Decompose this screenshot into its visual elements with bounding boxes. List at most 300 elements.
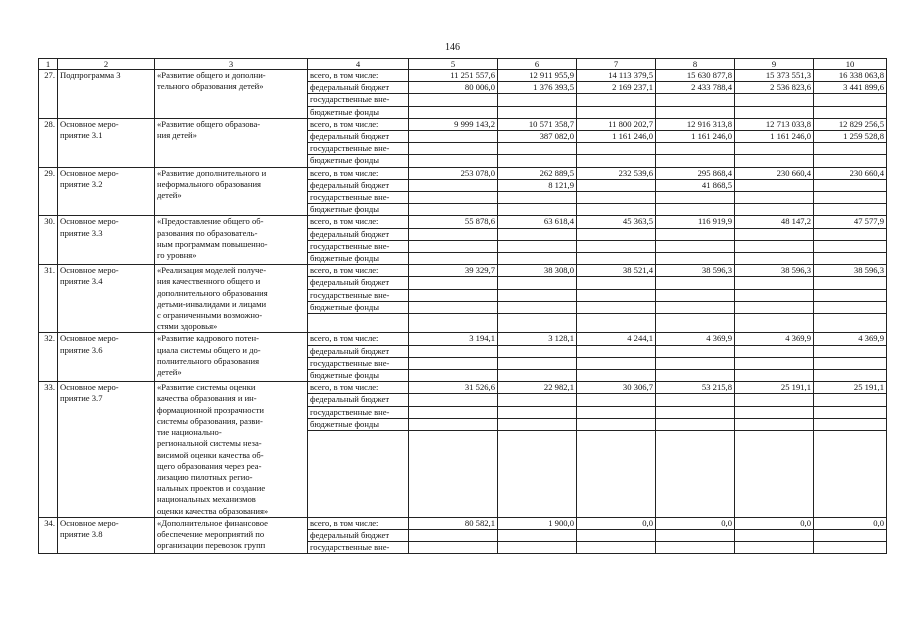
header-cell: 6 (498, 59, 577, 70)
amount-cell: 0,0 (577, 517, 656, 529)
amount-cell (577, 240, 656, 252)
funding-source-cell: всего, в том числе: (308, 265, 409, 277)
program-line: приятие 3.7 (60, 393, 103, 404)
amount-cell: 15 630 877,8 (656, 70, 735, 82)
row-number-cell: 30. (39, 216, 58, 265)
measure-name-line: дополнительного образования (157, 287, 268, 298)
measure-name-line: «Предоставление общего об- (157, 216, 264, 227)
program-cell (58, 216, 155, 265)
amount-cell (409, 529, 498, 541)
amount-cell (814, 301, 887, 313)
budget-table (38, 58, 887, 554)
program-line: Основное меро- (60, 265, 119, 276)
amount-cell: 41 868,5 (656, 179, 735, 191)
measure-name-line: обеспечение мероприятий по (157, 528, 265, 539)
amount-cell: 11 800 202,7 (577, 118, 656, 130)
measure-name-line: лизацию пилотных регио- (157, 471, 253, 482)
measure-name-line: «Развитие системы оценки (157, 382, 256, 393)
row-number-cell: 32. (39, 333, 58, 382)
amount-cell (409, 394, 498, 406)
measure-name-cell (155, 517, 308, 554)
amount-cell (409, 301, 498, 313)
amount-cell (814, 228, 887, 240)
amount-cell: 38 521,4 (577, 265, 656, 277)
amount-cell: 1 376 393,5 (498, 82, 577, 94)
amount-cell: 11 251 557,6 (409, 70, 498, 82)
measure-name-line: щего образования через реа- (157, 460, 262, 471)
header-cell: 8 (656, 59, 735, 70)
amount-cell (656, 253, 735, 265)
amount-cell (498, 240, 577, 252)
measure-name-line: висимой оценки качества об- (157, 449, 264, 460)
funding-source-cell: бюджетные фонды (308, 418, 409, 430)
funding-source-cell: всего, в том числе: (308, 216, 409, 228)
amount-cell (656, 314, 735, 333)
amount-cell: 3 194,1 (409, 333, 498, 345)
amount-cell (656, 370, 735, 382)
measure-name-line: разования по образователь- (157, 227, 258, 238)
amount-cell (814, 106, 887, 118)
amount-cell (814, 314, 887, 333)
amount-cell: 39 329,7 (409, 265, 498, 277)
amount-cell: 116 919,9 (656, 216, 735, 228)
program-cell (58, 70, 155, 119)
program-cell (58, 382, 155, 517)
amount-cell (814, 289, 887, 301)
program-line: приятие 3.6 (60, 344, 103, 355)
measure-name-line: детьми-инвалидами и лицами (157, 298, 267, 309)
measure-name-line: стями здоровья» (157, 321, 218, 332)
amount-cell (577, 143, 656, 155)
funding-source-cell: федеральный бюджет (308, 277, 409, 289)
amount-cell: 232 539,6 (577, 167, 656, 179)
amount-cell (409, 314, 498, 333)
measure-name-line: национальных механизмов (157, 494, 256, 505)
header-cell: 7 (577, 59, 656, 70)
amount-cell: 4 244,1 (577, 333, 656, 345)
amount-cell (409, 94, 498, 106)
program-line: Основное меро- (60, 167, 119, 178)
program-line: Основное меро- (60, 216, 119, 227)
amount-cell (735, 394, 814, 406)
funding-source-cell: государственные вне- (308, 406, 409, 418)
measure-name-line: «Развитие кадрового потен- (157, 333, 259, 344)
amount-cell (577, 431, 656, 518)
amount-cell: 55 878,6 (409, 216, 498, 228)
funding-source-cell: государственные вне- (308, 542, 409, 554)
amount-cell (656, 542, 735, 554)
measure-name-cell (155, 167, 308, 216)
amount-cell: 38 596,3 (656, 265, 735, 277)
measure-name-line: качества образования и ин- (157, 393, 257, 404)
amount-cell: 262 889,5 (498, 167, 577, 179)
amount-cell (409, 253, 498, 265)
measure-name-line: ным программам повышенно- (157, 238, 268, 249)
amount-cell (814, 253, 887, 265)
amount-cell (409, 418, 498, 430)
amount-cell (409, 192, 498, 204)
amount-cell: 38 308,0 (498, 265, 577, 277)
header-cell: 9 (735, 59, 814, 70)
amount-cell (409, 155, 498, 167)
amount-cell (735, 529, 814, 541)
funding-source-cell: государственные вне- (308, 192, 409, 204)
amount-cell: 80 006,0 (409, 82, 498, 94)
amount-cell (409, 143, 498, 155)
amount-cell: 47 577,9 (814, 216, 887, 228)
amount-cell (498, 155, 577, 167)
amount-cell (498, 431, 577, 518)
amount-cell: 1 259 528,8 (814, 131, 887, 143)
amount-cell (814, 406, 887, 418)
amount-cell (498, 370, 577, 382)
funding-source-cell: всего, в том числе: (308, 333, 409, 345)
amount-cell (735, 370, 814, 382)
amount-cell: 63 618,4 (498, 216, 577, 228)
amount-cell (498, 406, 577, 418)
funding-source-cell: всего, в том числе: (308, 118, 409, 130)
amount-cell (498, 106, 577, 118)
amount-cell (814, 204, 887, 216)
header-cell: 3 (155, 59, 308, 70)
measure-name-cell (155, 70, 308, 119)
amount-cell: 15 373 551,3 (735, 70, 814, 82)
amount-cell (498, 529, 577, 541)
amount-cell (735, 204, 814, 216)
program-line: Основное меро- (60, 517, 119, 528)
measure-name-line: «Дополнительное финансовое (157, 517, 268, 528)
amount-cell (735, 240, 814, 252)
amount-cell (814, 394, 887, 406)
measure-name-cell (155, 265, 308, 333)
funding-source-cell: федеральный бюджет (308, 345, 409, 357)
header-cell: 2 (58, 59, 155, 70)
page-number: 146 (445, 42, 460, 53)
amount-cell (656, 94, 735, 106)
funding-source-cell: государственные вне- (308, 143, 409, 155)
amount-cell (735, 357, 814, 369)
amount-cell (577, 406, 656, 418)
amount-cell (656, 143, 735, 155)
measure-name-line: полнительного образования (157, 355, 260, 366)
amount-cell: 48 147,2 (735, 216, 814, 228)
program-cell (58, 333, 155, 382)
amount-cell (735, 179, 814, 191)
amount-cell (814, 240, 887, 252)
measure-name-cell (155, 333, 308, 382)
program-line: Основное меро- (60, 118, 119, 129)
amount-cell (498, 314, 577, 333)
program-line: приятие 3.4 (60, 276, 103, 287)
amount-cell (409, 406, 498, 418)
funding-source-cell: федеральный бюджет (308, 82, 409, 94)
amount-cell (409, 131, 498, 143)
amount-cell: 1 161 246,0 (735, 131, 814, 143)
amount-cell (577, 370, 656, 382)
amount-cell (577, 314, 656, 333)
amount-cell (735, 253, 814, 265)
amount-cell (735, 143, 814, 155)
table-row (39, 70, 887, 82)
amount-cell (814, 345, 887, 357)
amount-cell: 4 369,9 (735, 333, 814, 345)
amount-cell (656, 431, 735, 518)
amount-cell: 0,0 (735, 517, 814, 529)
amount-cell: 30 306,7 (577, 382, 656, 394)
amount-cell: 12 911 955,9 (498, 70, 577, 82)
funding-source-cell: бюджетные фонды (308, 204, 409, 216)
amount-cell: 45 363,5 (577, 216, 656, 228)
funding-source-cell: всего, в том числе: (308, 382, 409, 394)
funding-source-cell: бюджетные фонды (308, 370, 409, 382)
amount-cell (498, 143, 577, 155)
amount-cell: 230 660,4 (735, 167, 814, 179)
amount-cell (656, 155, 735, 167)
amount-cell (577, 253, 656, 265)
row-number-cell: 29. (39, 167, 58, 216)
amount-cell: 4 369,9 (656, 333, 735, 345)
funding-source-cell: государственные вне- (308, 357, 409, 369)
amount-cell (735, 277, 814, 289)
program-line: приятие 3.2 (60, 178, 103, 189)
amount-cell (409, 431, 498, 518)
measure-name-line: системы образования, разви- (157, 415, 263, 426)
table-row (39, 216, 887, 228)
amount-cell (656, 289, 735, 301)
amount-cell (577, 179, 656, 191)
row-number-cell: 33. (39, 382, 58, 517)
amount-cell (735, 406, 814, 418)
amount-cell: 1 900,0 (498, 517, 577, 529)
amount-cell (735, 314, 814, 333)
amount-cell: 12 713 033,8 (735, 118, 814, 130)
amount-cell (577, 301, 656, 313)
amount-cell: 9 999 143,2 (409, 118, 498, 130)
row-number-cell: 27. (39, 70, 58, 119)
amount-cell (814, 431, 887, 518)
row-number-cell: 28. (39, 118, 58, 167)
funding-source-cell: федеральный бюджет (308, 131, 409, 143)
amount-cell (656, 106, 735, 118)
amount-cell (814, 179, 887, 191)
amount-cell (498, 277, 577, 289)
amount-cell: 0,0 (656, 517, 735, 529)
measure-name-line: го уровня» (157, 250, 197, 261)
funding-source-cell: государственные вне- (308, 240, 409, 252)
amount-cell: 25 191,1 (735, 382, 814, 394)
amount-cell: 3 441 899,6 (814, 82, 887, 94)
amount-cell (656, 529, 735, 541)
amount-cell: 1 161 246,0 (656, 131, 735, 143)
amount-cell (735, 418, 814, 430)
measure-name-line: оценки качества образования» (157, 505, 269, 516)
measure-name-line: формационной прозрачности (157, 404, 264, 415)
amount-cell (498, 228, 577, 240)
amount-cell (735, 301, 814, 313)
amount-cell: 80 582,1 (409, 517, 498, 529)
amount-cell (735, 192, 814, 204)
program-cell (58, 517, 155, 554)
amount-cell (409, 345, 498, 357)
amount-cell: 16 338 063,8 (814, 70, 887, 82)
measure-name-line: неформального образования (157, 178, 262, 189)
amount-cell (735, 345, 814, 357)
funding-source-cell: бюджетные фонды (308, 155, 409, 167)
amount-cell (409, 277, 498, 289)
amount-cell: 3 128,1 (498, 333, 577, 345)
amount-cell (656, 192, 735, 204)
amount-cell (409, 542, 498, 554)
program-cell (58, 265, 155, 333)
measure-name-line: «Развитие общего образова- (157, 118, 261, 129)
measure-name-line: тельного образования детей» (157, 81, 264, 92)
amount-cell: 0,0 (814, 517, 887, 529)
amount-cell (498, 345, 577, 357)
measure-name-line: «Развитие общего и дополни- (157, 70, 266, 80)
amount-cell: 2 169 237,1 (577, 82, 656, 94)
amount-cell (656, 301, 735, 313)
measure-name-line: ния детей» (157, 130, 197, 141)
amount-cell: 387 082,0 (498, 131, 577, 143)
amount-cell (498, 394, 577, 406)
amount-cell (498, 418, 577, 430)
amount-cell: 12 916 313,8 (656, 118, 735, 130)
header-cell: 4 (308, 59, 409, 70)
amount-cell: 8 121,9 (498, 179, 577, 191)
amount-cell (656, 228, 735, 240)
amount-cell (814, 155, 887, 167)
amount-cell (735, 542, 814, 554)
amount-cell (735, 289, 814, 301)
amount-cell (409, 228, 498, 240)
amount-cell (409, 179, 498, 191)
program-cell (58, 118, 155, 167)
amount-cell (498, 357, 577, 369)
program-line: приятие 3.1 (60, 130, 103, 141)
row-number-cell: 31. (39, 265, 58, 333)
amount-cell (409, 370, 498, 382)
amount-cell (735, 228, 814, 240)
measure-name-line: детей» (157, 367, 182, 378)
amount-cell (498, 289, 577, 301)
amount-cell (656, 394, 735, 406)
amount-cell (577, 357, 656, 369)
amount-cell (656, 345, 735, 357)
table-row (39, 265, 887, 277)
amount-cell (814, 277, 887, 289)
funding-source-cell: всего, в том числе: (308, 517, 409, 529)
amount-cell (577, 204, 656, 216)
measure-name-line: «Развитие дополнительного и (157, 167, 267, 178)
funding-source-cell: бюджетные фонды (308, 106, 409, 118)
amount-cell (577, 542, 656, 554)
measure-name-line: циала системы общего и до- (157, 344, 261, 355)
funding-source-cell: федеральный бюджет (308, 529, 409, 541)
amount-cell (498, 192, 577, 204)
measure-name-cell (155, 382, 308, 517)
amount-cell (735, 106, 814, 118)
amount-cell (814, 529, 887, 541)
amount-cell (498, 542, 577, 554)
amount-cell (577, 345, 656, 357)
amount-cell (577, 529, 656, 541)
header-row (39, 59, 887, 70)
amount-cell (814, 192, 887, 204)
measure-name-line: ния качественного общего и (157, 276, 261, 287)
amount-cell (498, 301, 577, 313)
amount-cell (656, 357, 735, 369)
amount-cell (577, 192, 656, 204)
row-number-cell: 34. (39, 517, 58, 554)
amount-cell (577, 106, 656, 118)
funding-source-cell: государственные вне- (308, 94, 409, 106)
amount-cell (577, 94, 656, 106)
measure-name-line: «Реализация моделей получе- (157, 265, 267, 276)
amount-cell (656, 277, 735, 289)
header-cell: 5 (409, 59, 498, 70)
amount-cell (498, 204, 577, 216)
amount-cell (409, 240, 498, 252)
amount-cell (577, 418, 656, 430)
amount-cell: 10 571 358,7 (498, 118, 577, 130)
header-cell: 10 (814, 59, 887, 70)
amount-cell (814, 143, 887, 155)
amount-cell: 53 215,8 (656, 382, 735, 394)
program-cell (58, 167, 155, 216)
measure-name-line: региональной системы неза- (157, 438, 262, 449)
funding-source-cell: бюджетные фонды (308, 253, 409, 265)
amount-cell: 38 596,3 (735, 265, 814, 277)
amount-cell: 2 433 788,4 (656, 82, 735, 94)
funding-source-cell: всего, в том числе: (308, 167, 409, 179)
amount-cell: 31 526,6 (409, 382, 498, 394)
amount-cell: 12 829 256,5 (814, 118, 887, 130)
program-line: Основное меро- (60, 333, 119, 344)
table-row (39, 118, 887, 130)
amount-cell (409, 289, 498, 301)
funding-source-cell: государственные вне- (308, 289, 409, 301)
amount-cell: 1 161 246,0 (577, 131, 656, 143)
amount-cell: 295 868,4 (656, 167, 735, 179)
amount-cell (814, 357, 887, 369)
amount-cell (814, 370, 887, 382)
amount-cell (498, 94, 577, 106)
amount-cell (735, 431, 814, 518)
funding-source-cell: всего, в том числе: (308, 70, 409, 82)
amount-cell (656, 418, 735, 430)
header-cell: 1 (39, 59, 58, 70)
amount-cell (409, 204, 498, 216)
program-line: Основное меро- (60, 382, 119, 393)
amount-cell (409, 106, 498, 118)
amount-cell (656, 204, 735, 216)
amount-cell: 22 982,1 (498, 382, 577, 394)
program-line: приятие 3.3 (60, 227, 103, 238)
funding-source-cell: федеральный бюджет (308, 228, 409, 240)
amount-cell (577, 289, 656, 301)
program-line: приятие 3.8 (60, 528, 103, 539)
funding-source-cell: бюджетные фонды (308, 301, 409, 313)
amount-cell (814, 94, 887, 106)
amount-cell: 25 191,1 (814, 382, 887, 394)
measure-name-line: тие национально- (157, 427, 222, 438)
amount-cell: 230 660,4 (814, 167, 887, 179)
amount-cell: 14 113 379,5 (577, 70, 656, 82)
amount-cell (577, 155, 656, 167)
amount-cell (577, 394, 656, 406)
funding-source-cell (308, 314, 409, 333)
funding-source-cell: федеральный бюджет (308, 394, 409, 406)
